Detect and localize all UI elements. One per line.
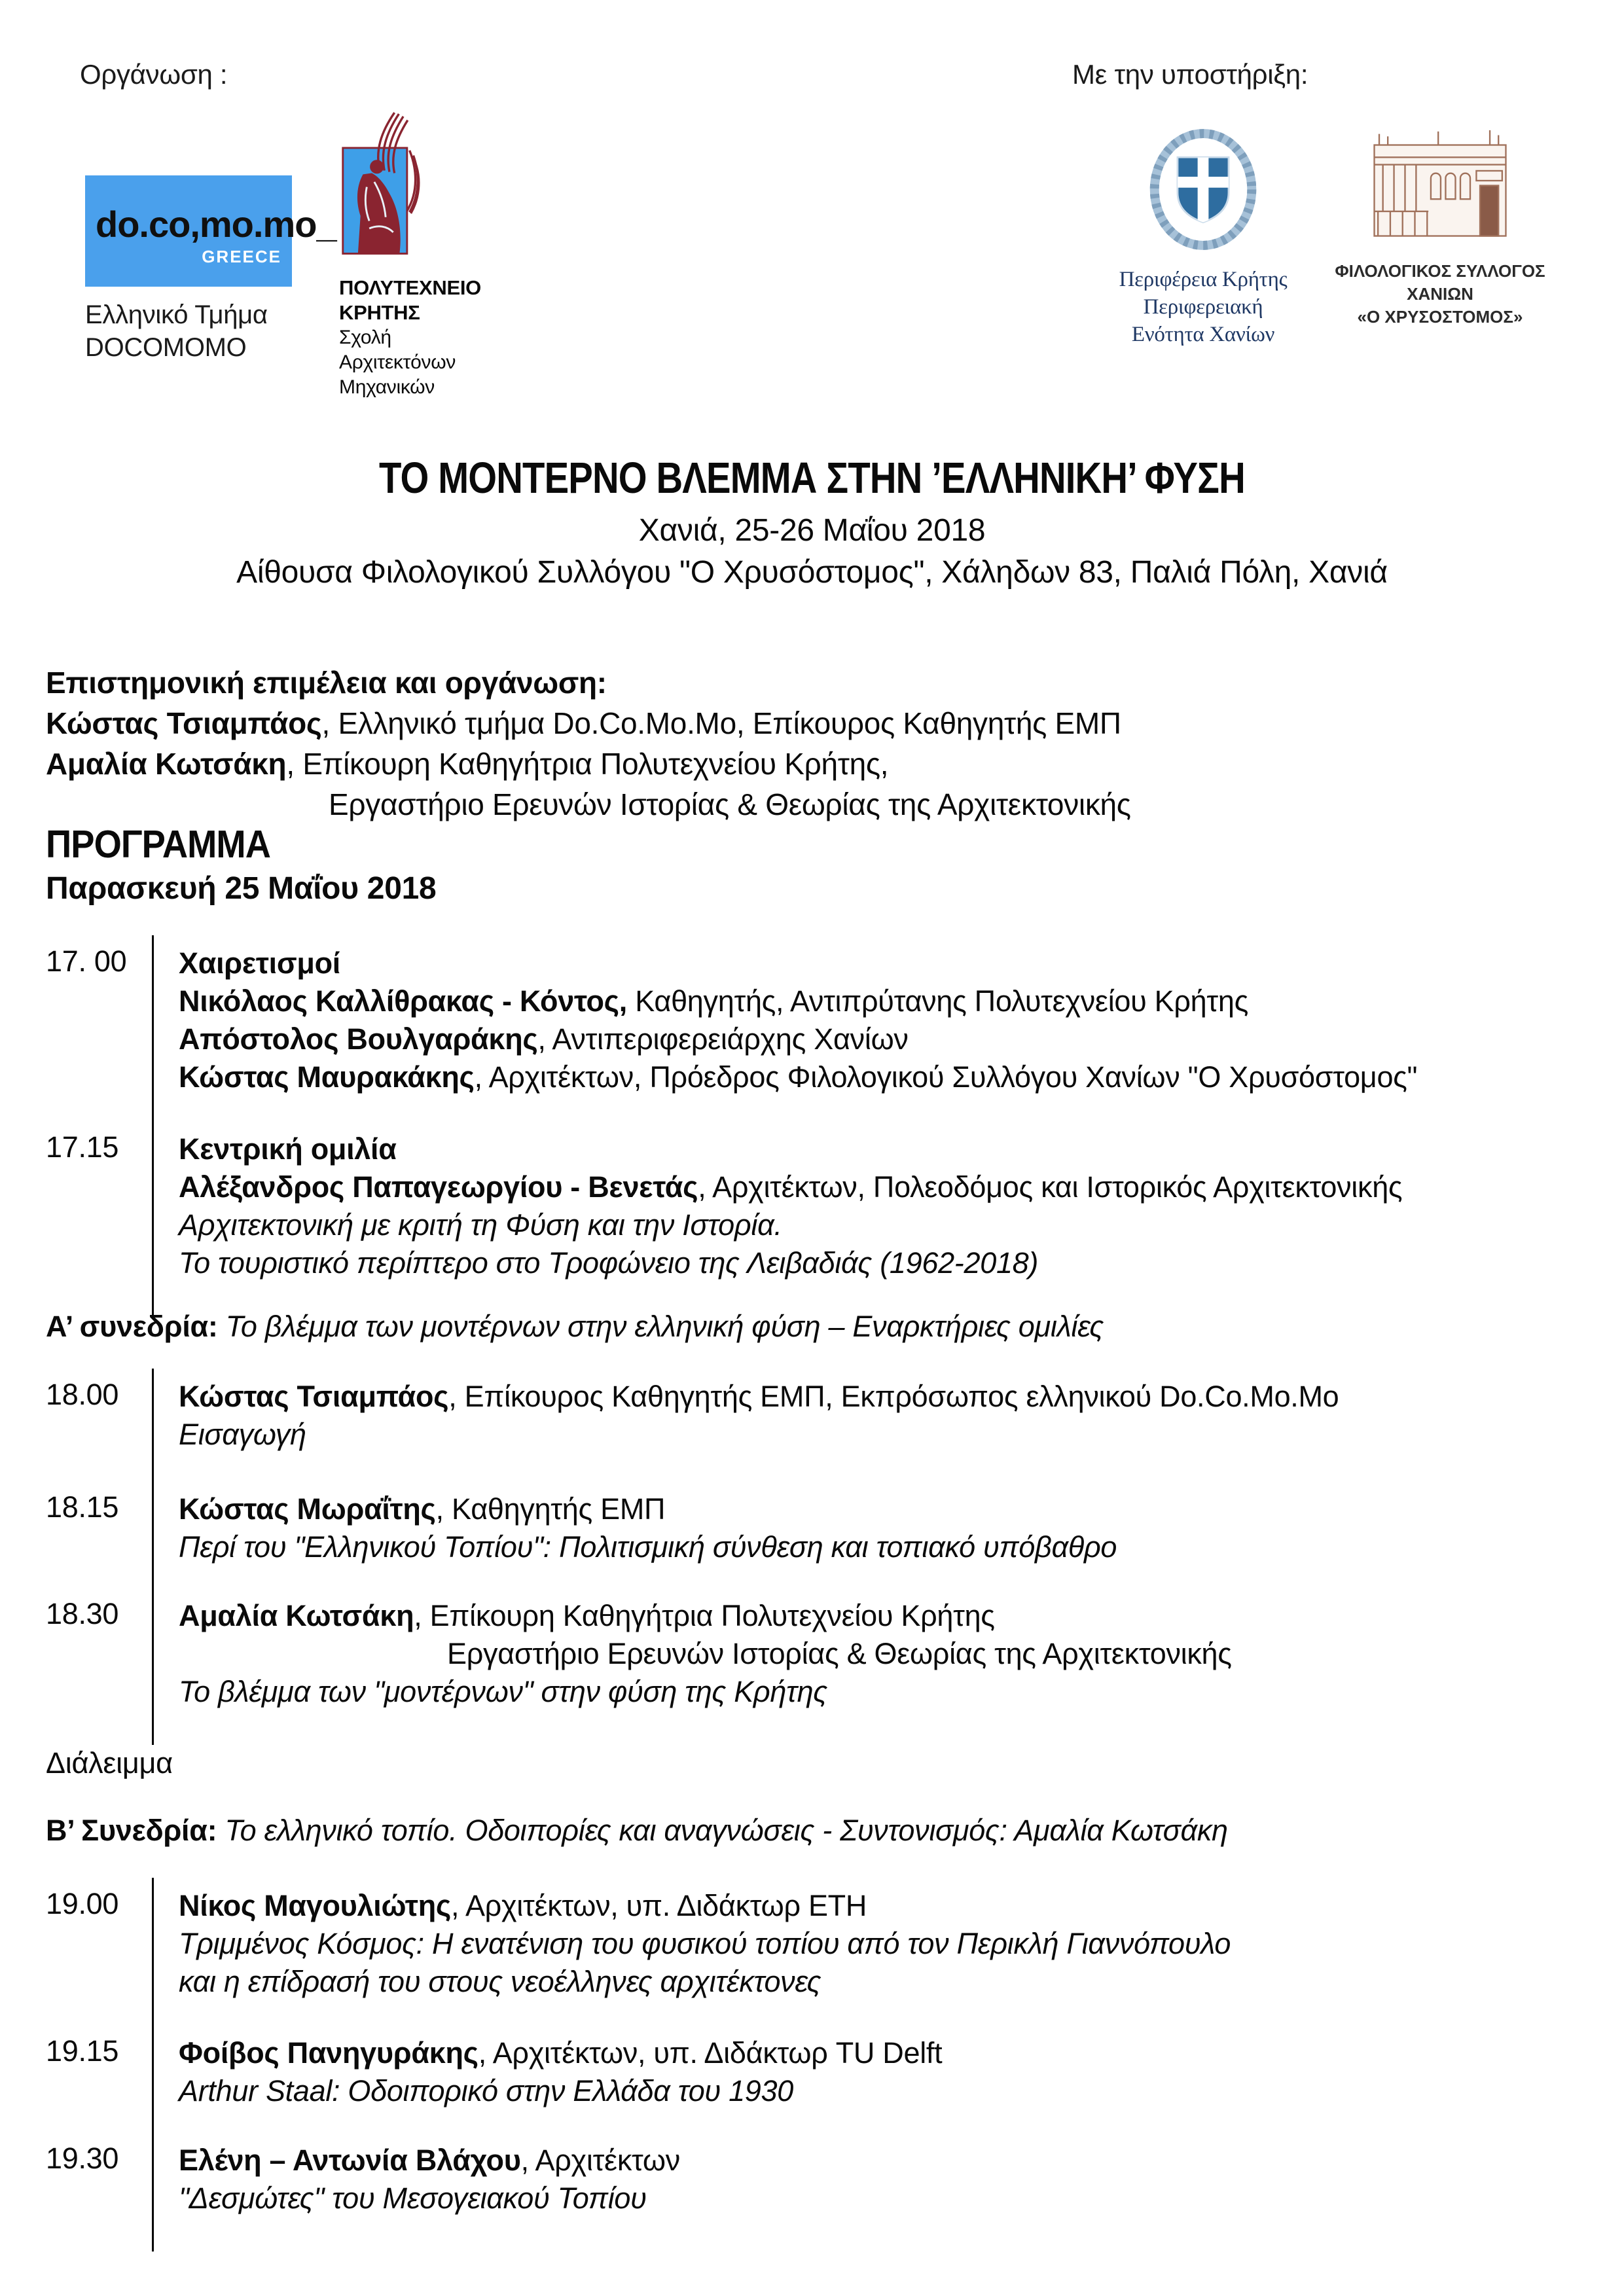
time-label: 18.30 bbox=[46, 1597, 119, 1630]
schedule-entry bbox=[46, 1588, 1588, 1745]
entry-line bbox=[179, 2034, 1588, 2072]
speaker-name: Ελένη – Αντωνία Βλάχου bbox=[179, 2144, 521, 2177]
entry-body bbox=[152, 2025, 1588, 2144]
schedule-entry bbox=[46, 1369, 1588, 1488]
session-description: Το ελληνικό τοπίο. Οδοιπορίες και αναγνώσεις - Συντονισμός: Αμαλία Κωτσάκη bbox=[217, 1814, 1228, 1847]
entry-line: Arthur Staal: Οδοιπορικό στην Ελλάδα του 1930 bbox=[179, 2074, 793, 2108]
philological-society-logo-icon bbox=[1369, 119, 1511, 242]
time-label: 18.00 bbox=[46, 1378, 119, 1411]
entry-line: Το τουριστικό περίπτερο στο Τροφώνειο της Λειβαδιάς (1962-2018) bbox=[179, 1246, 1039, 1280]
entry-line bbox=[179, 1058, 1588, 1096]
time-label: 17. 00 bbox=[46, 944, 127, 978]
docomomo-logo-icon bbox=[85, 175, 336, 287]
schedule-entry bbox=[46, 1481, 1588, 1600]
docomomo-block bbox=[85, 175, 336, 364]
session-a-heading bbox=[46, 1308, 1588, 1346]
program-day-heading: Παρασκευή 25 Μαΐου 2018 bbox=[46, 871, 437, 906]
entry-line: και η επίδρασή του στους νεοέλληνες αρχιτέκτονες bbox=[179, 1965, 821, 1998]
time-label: 18.15 bbox=[46, 1490, 119, 1524]
support-label: Με την υποστήριξη: bbox=[1072, 59, 1308, 90]
speaker-name: Απόστολος Βουλγαράκης bbox=[179, 1022, 538, 1056]
region-caption bbox=[1105, 266, 1301, 348]
time-label: 17.15 bbox=[46, 1130, 119, 1164]
entry-body bbox=[152, 935, 1588, 1130]
curator-name: Αμαλία Κωτσάκη bbox=[46, 747, 287, 781]
tuc-school-line: Μηχανικών bbox=[339, 376, 435, 398]
speaker-name: Φοίβος Πανηγυράκης bbox=[179, 2036, 478, 2070]
curator-name: Κώστας Τσιαμπάος bbox=[46, 706, 322, 740]
entry-line: Τριμμένος Κόσμος: Η ενατένιση του φυσικού τοπίου από τον Περικλή Γιαννόπουλο bbox=[179, 1927, 1231, 1960]
docomomo-caption-line: Ελληνικό Τμήμα bbox=[85, 300, 268, 329]
schedule-entry bbox=[46, 1121, 1588, 1316]
speaker-role: , Αντιπεριφερειάρχης Χανίων bbox=[537, 1022, 909, 1056]
curation-section bbox=[46, 662, 1585, 825]
tuc-logo-icon bbox=[339, 111, 421, 266]
curator-role: , Επίκουρη Καθηγήτρια Πολυτεχνείου Κρήτης, bbox=[286, 747, 889, 781]
entry-line: Αρχιτεκτονική με κριτή τη Φύση και την Ιστορία. bbox=[179, 1208, 782, 1242]
speaker-role: , Επίκουρη Καθηγήτρια Πολυτεχνείου Κρήτης bbox=[414, 1599, 995, 1632]
speaker-name: Κώστας Μωραΐτης bbox=[179, 1492, 436, 1526]
curation-line bbox=[46, 703, 1585, 744]
entry-body bbox=[152, 1588, 1588, 1745]
entry-line bbox=[179, 1887, 1588, 1925]
schedule-entry bbox=[46, 2132, 1588, 2251]
entry-line: Κεντρική ομιλία bbox=[179, 1132, 397, 1166]
event-venue: Αίθουσα Φιλολογικού Συλλόγου "Ο Χρυσόστομος", Χάληδων 83, Παλιά Πόλη, Χανιά bbox=[236, 555, 1388, 590]
event-date: Χανιά, 25-26 Μαΐου 2018 bbox=[638, 513, 986, 548]
entry-line bbox=[179, 1597, 1588, 1635]
region-caption-line: Περιφέρεια Κρήτης bbox=[1119, 268, 1288, 291]
session-label: Α’ συνεδρία: bbox=[46, 1310, 218, 1343]
entry-line bbox=[179, 1378, 1588, 1416]
tuc-name-line: ΚΡΗΤΗΣ bbox=[339, 301, 420, 324]
schedule-entry bbox=[46, 935, 1588, 1130]
docomomo-caption bbox=[85, 298, 301, 364]
society-caption-line: ΦΙΛΟΛΟΓΙΚΟΣ ΣΥΛΛΟΓΟΣ ΧΑΝΙΩΝ bbox=[1335, 261, 1545, 304]
entry-line: Χαιρετισμοί bbox=[179, 946, 340, 980]
entry-line bbox=[179, 1020, 1588, 1058]
tuc-school-line: Αρχιτεκτόνων bbox=[339, 351, 456, 373]
entry-line bbox=[179, 2142, 1588, 2179]
event-title: ΤΟ ΜΟΝΤΕΡΝΟ ΒΛΕΜΜΑ ΣΤΗΝ ’ΕΛΛΗΝΙΚΗ’ ΦΥΣΗ bbox=[379, 454, 1245, 503]
speaker-role: Καθηγητής, Αντιπρύτανης Πολυτεχνείου Κρήτης bbox=[627, 984, 1248, 1018]
tuc-school-line: Σχολή bbox=[339, 327, 391, 348]
curator-role: , Ελληνικό τμήμα Do.Co.Mo.Mo, Επίκουρος Καθηγητής ΕΜΠ bbox=[321, 706, 1121, 740]
break-label: Διάλειμμα bbox=[46, 1746, 173, 1780]
speaker-role: , Καθηγητής ΕΜΠ bbox=[435, 1492, 666, 1526]
entry-line: "Δεσμώτες" του Μεσογειακού Τοπίου bbox=[179, 2181, 647, 2215]
time-label: 19.00 bbox=[46, 1887, 119, 1920]
time-label: 19.15 bbox=[46, 2034, 119, 2068]
region-block bbox=[1105, 126, 1301, 348]
entry-body bbox=[152, 2132, 1588, 2251]
speaker-name: Κώστας Μαυρακάκης bbox=[179, 1060, 475, 1094]
docomomo-caption-line: DOCOMOMO bbox=[85, 333, 247, 362]
organization-label: Οργάνωση : bbox=[80, 59, 228, 90]
session-b-heading bbox=[46, 1812, 1588, 1850]
speaker-name: Νικόλαος Καλλίθρακας - Κόντος, bbox=[179, 984, 627, 1018]
entry-line bbox=[179, 1490, 1588, 1528]
entry-body bbox=[152, 1481, 1588, 1600]
entry-body bbox=[152, 1878, 1588, 2035]
entry-line: Εργαστήριο Ερευνών Ιστορίας & Θεωρίας της Αρχιτεκτονικής bbox=[447, 1637, 1232, 1670]
society-caption-line: «Ο ΧΡΥΣΟΣΤΟΜΟΣ» bbox=[1357, 307, 1523, 327]
entry-line: Περί του "Ελληνικού Τοπίου": Πολιτισμική σύνθεση και τοπιακό υπόβαθρο bbox=[179, 1530, 1117, 1564]
tuc-caption bbox=[339, 276, 535, 400]
tuc-block bbox=[339, 111, 535, 400]
entry-line bbox=[179, 1168, 1588, 1206]
curation-line bbox=[46, 784, 1585, 825]
speaker-role: , Αρχιτέκτων, Πολεοδόμος και Ιστορικός Αρχιτεκτονικής bbox=[698, 1170, 1403, 1204]
region-of-crete-emblem-icon bbox=[1142, 126, 1264, 253]
speaker-role: , Αρχιτέκτων, υπ. Διδάκτωρ TU Delft bbox=[478, 2036, 943, 2070]
docomomo-country-label: GREECE bbox=[202, 247, 281, 266]
curation-line bbox=[46, 744, 1585, 784]
time-label: 19.30 bbox=[46, 2142, 119, 2175]
entry-body bbox=[152, 1369, 1588, 1488]
tuc-name-line: ΠΟΛΥΤΕΧΝΕΙΟ bbox=[339, 276, 481, 299]
entry-line: Εισαγωγή bbox=[179, 1418, 306, 1451]
curation-heading: Επιστημονική επιμέλεια και οργάνωση: bbox=[46, 666, 607, 700]
speaker-name: Αμαλία Κωτσάκη bbox=[179, 1599, 414, 1632]
curator-lab: Εργαστήριο Ερευνών Ιστορίας & Θεωρίας της Αρχιτεκτονικής bbox=[329, 787, 1131, 821]
session-description: Το βλέμμα των μοντέρνων στην ελληνική φύση – Εναρκτήριες ομιλίες bbox=[217, 1310, 1104, 1343]
speaker-role: , Αρχιτέκτων bbox=[520, 2144, 680, 2177]
entry-line: Το βλέμμα των "μοντέρνων" στην φύση της Κρήτης bbox=[179, 1675, 827, 1708]
entry-body bbox=[152, 1121, 1588, 1316]
entry-line bbox=[179, 982, 1588, 1020]
schedule-entry bbox=[46, 1878, 1588, 2035]
speaker-name: Κώστας Τσιαμπάος bbox=[179, 1380, 449, 1413]
region-caption-line: Περιφερειακή Ενότητα Χανίων bbox=[1131, 295, 1275, 346]
speaker-role: , Αρχιτέκτων, Πρόεδρος Φιλολογικού Συλλόγου Χανίων "Ο Χρυσόστομος" bbox=[474, 1060, 1418, 1094]
society-block bbox=[1329, 119, 1551, 329]
society-caption bbox=[1329, 260, 1551, 329]
program-heading: ΠΡΟΓΡΑΜΜΑ bbox=[46, 823, 270, 866]
title-block bbox=[0, 453, 1624, 590]
docomomo-wordmark: do.co,mo.mo_ bbox=[96, 204, 336, 245]
speaker-role: , Επίκουρος Καθηγητής ΕΜΠ, Εκπρόσωπος ελληνικού Do.Co.Mo.Mo bbox=[448, 1380, 1339, 1413]
session-label: Β’ Συνεδρία: bbox=[46, 1814, 217, 1847]
speaker-name: Νίκος Μαγουλιώτης bbox=[179, 1889, 452, 1922]
speaker-role: , Αρχιτέκτων, υπ. Διδάκτωρ ETH bbox=[451, 1889, 867, 1922]
schedule-entry bbox=[46, 2025, 1588, 2144]
speaker-name: Αλέξανδρος Παπαγεωργίου - Βενετάς bbox=[179, 1170, 698, 1204]
